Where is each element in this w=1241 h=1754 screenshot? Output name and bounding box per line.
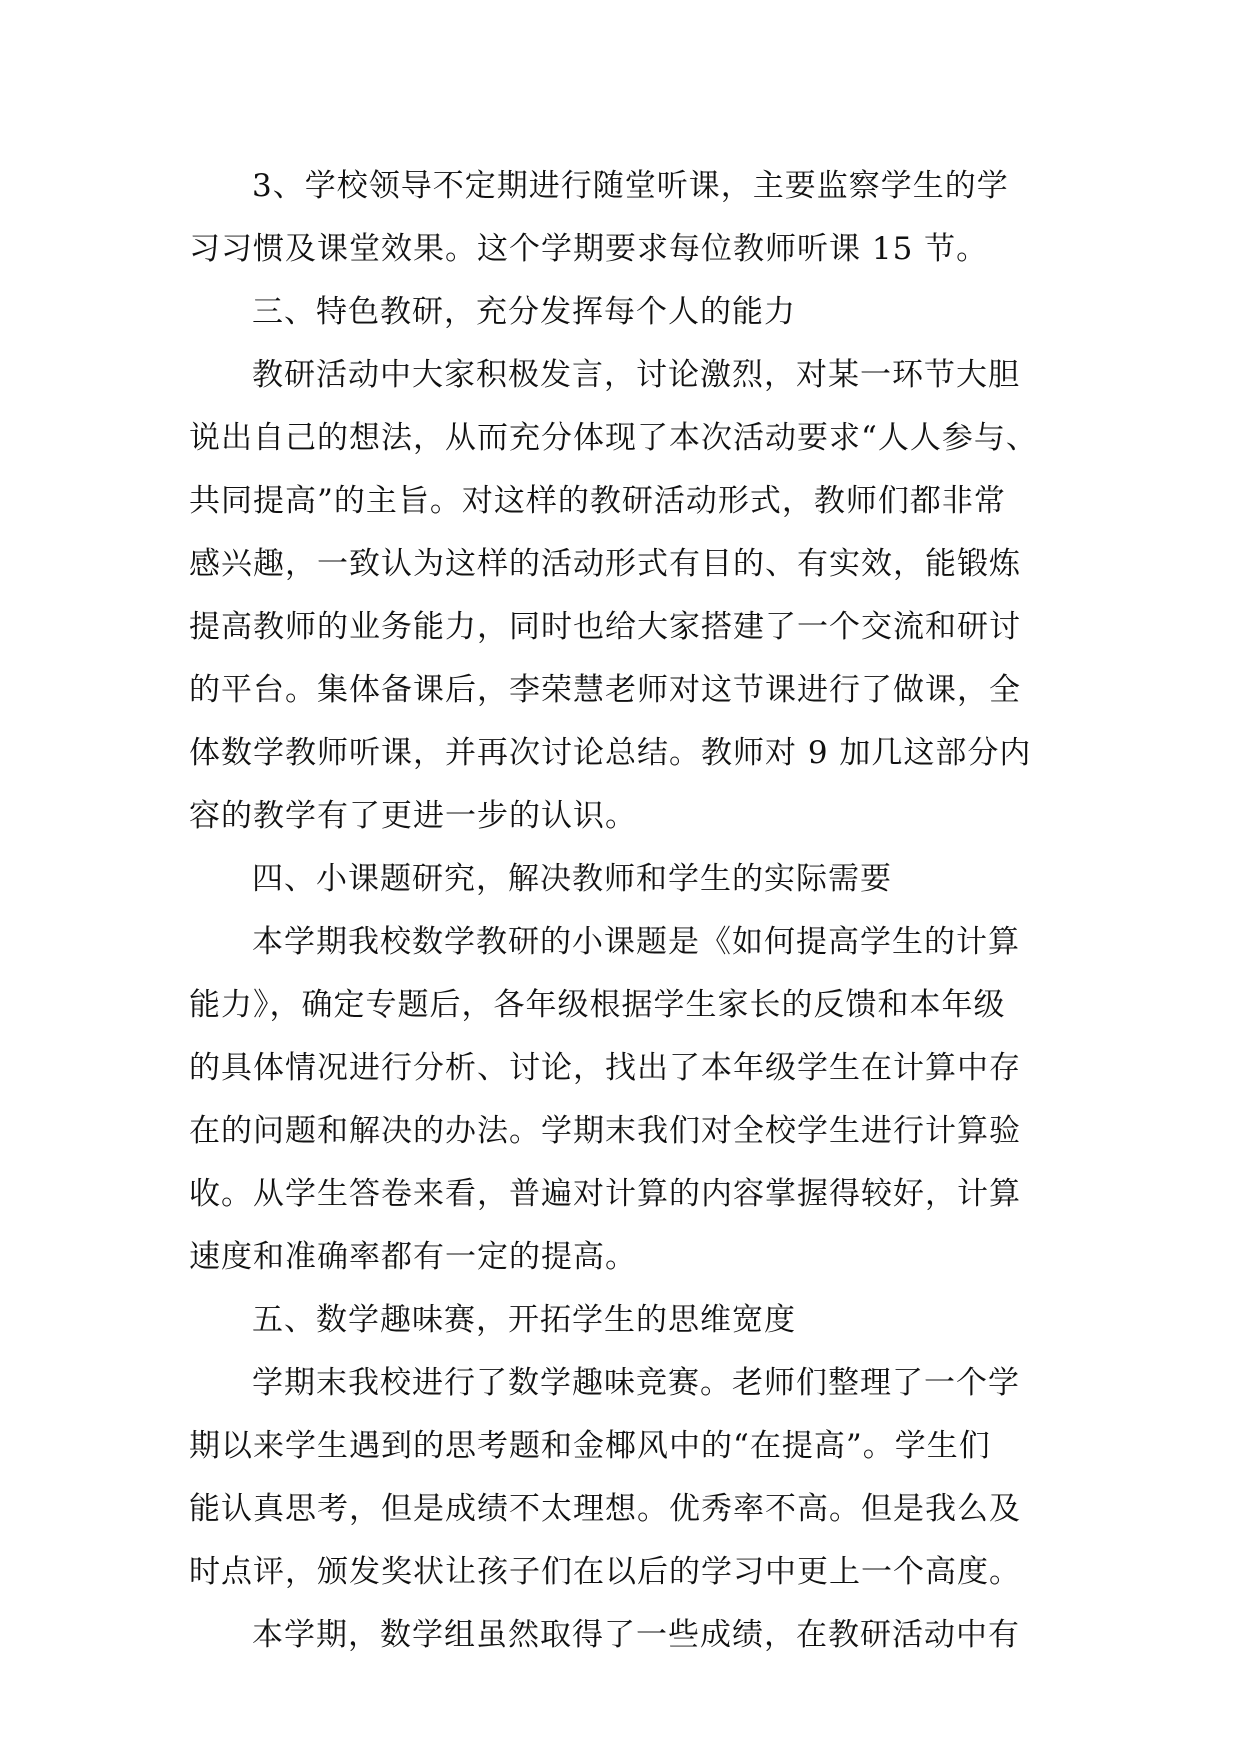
- text-line: 能力》，确定专题后，各年级根据学生家长的反馈和本年级: [189, 987, 1006, 1023]
- text-line: 本学期我校数学教研的小课题是《如何提高学生的计算: [252, 924, 1020, 960]
- text-line: 期以来学生遇到的思考题和金椰风中的“在提高”。学生们: [189, 1428, 991, 1464]
- text-line: 感兴趣，一致认为这样的活动形式有目的、有实效，能锻炼: [189, 546, 1021, 582]
- text-line: 学期末我校进行了数学趣味竞赛。老师们整理了一个学: [252, 1365, 1020, 1401]
- section-heading: 五、数学趣味赛，开拓学生的思维宽度: [252, 1302, 796, 1338]
- text-line: 收。从学生答卷来看，普遍对计算的内容掌握得较好，计算: [189, 1176, 1021, 1212]
- text-line: 本学期，数学组虽然取得了一些成绩，在教研活动中有: [252, 1617, 1020, 1653]
- text-line: 速度和准确率都有一定的提高。: [189, 1239, 637, 1275]
- text-line: 能认真思考，但是成绩不太理想。优秀率不高。但是我么及: [189, 1491, 1021, 1527]
- text-line: 容的教学有了更进一步的认识。: [189, 798, 637, 834]
- text-line: 共同提高”的主旨。对这样的教研活动形式，教师们都非常: [189, 483, 1006, 519]
- section-heading: 三、特色教研，充分发挥每个人的能力: [252, 294, 796, 330]
- text-line: 的具体情况进行分析、讨论，找出了本年级学生在计算中存: [189, 1050, 1021, 1086]
- text-line: 习习惯及课堂效果。这个学期要求每位教师听课 15 节。: [189, 231, 989, 267]
- text-line: 体数学教师听课，并再次讨论总结。教师对 9 加几这部分内: [189, 735, 1032, 771]
- text-line: 的平台。集体备课后，李荣慧老师对这节课进行了做课，全: [189, 672, 1021, 708]
- section-heading: 四、小课题研究，解决教师和学生的实际需要: [252, 861, 892, 897]
- text-line: 时点评，颁发奖状让孩子们在以后的学习中更上一个高度。: [189, 1554, 1021, 1590]
- text-line: 说出自己的想法，从而充分体现了本次活动要求“人人参与、: [189, 420, 1038, 456]
- text-line: 3、学校领导不定期进行随堂听课，主要监察学生的学: [252, 168, 1009, 204]
- text-line: 提高教师的业务能力，同时也给大家搭建了一个交流和研讨: [189, 609, 1021, 645]
- text-line: 在的问题和解决的办法。学期末我们对全校学生进行计算验: [189, 1113, 1021, 1149]
- text-line: 教研活动中大家积极发言，讨论激烈，对某一环节大胆: [252, 357, 1020, 393]
